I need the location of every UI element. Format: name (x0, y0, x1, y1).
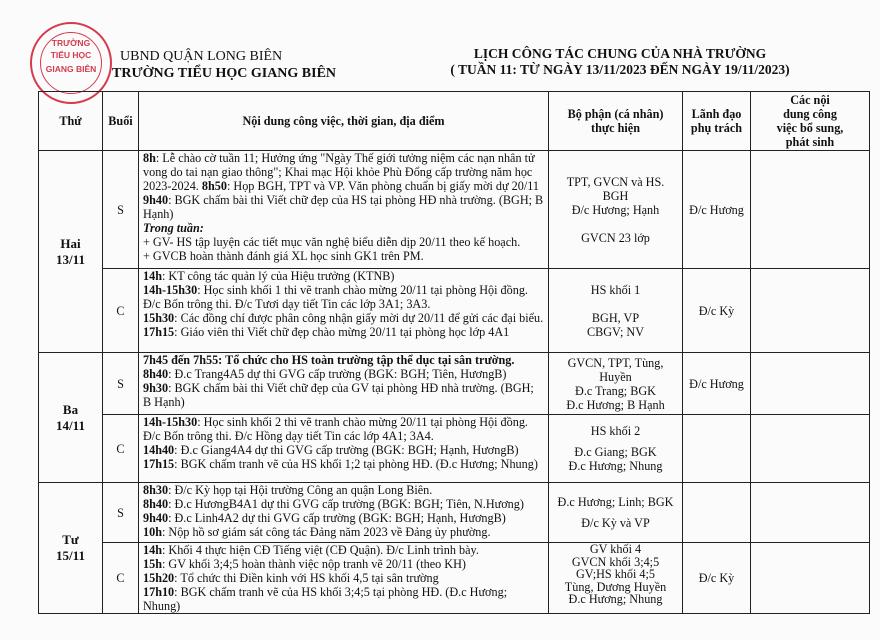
day-cell-tuesday: Ba 14/11 (39, 353, 103, 483)
extra-cell (751, 543, 870, 614)
header-left (112, 48, 336, 82)
leader-cell (683, 483, 751, 543)
table-row (39, 151, 870, 269)
leader-cell: Đ/c Kỳ (683, 269, 751, 353)
day-cell-wednesday: Tư 15/11 (39, 483, 103, 614)
session-cell: S (103, 151, 139, 269)
seal-line-3: GIANG BIÊN (45, 64, 97, 74)
header-right (410, 46, 830, 78)
table-row (39, 483, 870, 543)
department-cell: HS khối 1 BGH, VP CBGV; NV (549, 269, 683, 353)
seal-line-2: TIỂU HỌC (50, 50, 92, 60)
extra-cell (751, 151, 870, 269)
content-cell: 8h: Lễ chào cờ tuần 11; Hưởng ứng "Ngày Thế giới tưởng niệm các nạn nhân tử vong do tai nạn giao thông"; Khai mạc Hội khỏe Phù Đổng cấp trường năm học 2023-2024. 8h50: Họp BGH, TPT và VP. Văn phòng chuẩn bị giấy mời dự 20/11 9h40: BGK chấm bài thi Viết chữ đẹp của HS tại phòng HĐ nhà trường. (BGH; B Hạnh) Trong tuần: + GV- HS tập luyện các tiết mục văn nghệ biểu diễn dịp 20/11 theo kế hoạch. + GVCB hoàn thành đánh giá XL học sinh GK1 trên PM. (139, 151, 549, 269)
department-cell: HS khối 2 Đ.c Giang; BGK Đ.c Hương; Nhung (549, 415, 683, 483)
content-cell: 14h-15h30: Học sinh khối 2 thi vẽ tranh chào mừng 20/11 tại phòng Hội đồng. Đ/c Bốn trông thi. Đ/c Hồng dạy tiết Tin các lớp 4A1; 3A4. 14h40: Đ.c Giang4A4 dự thi GVG cấp trường (BGK: BGH; Hạnh, HươngB) 17h15: BGK chấm tranh vẽ của HS khối 1;2 tại phòng HĐ. (Đ.c Hương; Nhung) (139, 415, 549, 483)
extra-cell (751, 353, 870, 415)
session-cell: C (103, 269, 139, 353)
department-cell: TPT, GVCN và HS. BGH Đ/c Hương; Hạnh GVCN 23 lớp (549, 151, 683, 269)
col-header-buoi: Buổi (103, 92, 139, 151)
extra-cell (751, 483, 870, 543)
leader-cell (683, 415, 751, 483)
table-row (39, 353, 870, 415)
schedule-title: LỊCH CÔNG TÁC CHUNG CỦA NHÀ TRƯỜNG (473, 46, 767, 61)
extra-cell (751, 415, 870, 483)
table-row (39, 269, 870, 353)
content-cell: 8h30: Đ/c Kỳ họp tại Hội trường Công an quận Long Biên. 8h40: Đ.c HươngB4A1 dự thi GVG cấp trường (BGK: BGH; Tiên, N.Hương) 9h40: Đ.c Linh4A2 dự thi GVG cấp trường (BGK: BGH; Hạnh, HươngB) 10h: Nộp hồ sơ giám sát công tác Đảng năm 2023 về Đảng ủy phường. (139, 483, 549, 543)
leader-cell: Đ/c Kỳ (683, 543, 751, 614)
col-header-bosung: Các nội dung công việc bổ sung, phát sinh (751, 92, 870, 151)
leader-cell: Đ/c Hương (683, 353, 751, 415)
department-cell: GV khối 4 GVCN khối 3;4;5 GV;HS khối 4;5 Tùng, Dương Huyền Đ.c Hương; Nhung (549, 543, 683, 614)
district-name: UBND QUẬN LONG BIÊN (120, 49, 283, 64)
session-cell: C (103, 543, 139, 614)
table-header-row (39, 92, 870, 151)
table-row (39, 415, 870, 483)
session-cell: S (103, 353, 139, 415)
col-header-lanhdao: Lãnh đạo phụ trách (683, 92, 751, 151)
table-row (39, 543, 870, 614)
content-cell: 7h45 đến 7h55: Tổ chức cho HS toàn trường tập thể dục tại sân trường. 8h40: Đ.c Trang4A5 dự thi GVG cấp trường (BGK: BGH; Tiên, HươngB) 9h30: BGK chấm bài thi Viết chữ đẹp của GV tại phòng HĐ nhà trường. (BGH; B Hạnh) (139, 353, 549, 415)
department-cell: Đ.c Hương; Linh; BGK Đ/c Kỳ và VP (549, 483, 683, 543)
department-cell: GVCN, TPT, Tùng, Huyền Đ.c Trang; BGK Đ.c Hương; B Hạnh (549, 353, 683, 415)
school-name: TRƯỜNG TIỂU HỌC GIANG BIÊN (112, 66, 337, 81)
schedule-subtitle: ( TUẦN 11: TỪ NGÀY 13/11/2023 ĐẾN NGÀY 19/11/2023) (450, 62, 790, 77)
leader-cell: Đ/c Hương (683, 151, 751, 269)
col-header-noidung: Nội dung công việc, thời gian, địa điểm (139, 92, 549, 151)
content-cell: 14h: Khối 4 thực hiện CĐ Tiếng việt (CĐ Quận). Đ/c Linh trình bày. 15h: GV khối 3;4;5 hoàn thành việc nộp tranh vẽ 20/11 (theo KH) 15h20: Tổ chức thi Điền kinh với HS khối 4,5 tại sân trường 17h10: BGK chấm tranh vẽ của HS khối 3;4;5 tại phòng HĐ. (Đ.c Hương; Nhung) (139, 543, 549, 614)
col-header-thu: Thứ (39, 92, 103, 151)
seal-line-1: TRƯỜNG (51, 38, 91, 48)
session-cell: S (103, 483, 139, 543)
day-cell-monday: Hai 13/11 (39, 151, 103, 353)
col-header-bophan: Bộ phận (cá nhân) thực hiện (549, 92, 683, 151)
session-cell: C (103, 415, 139, 483)
content-cell: 14h: KT công tác quản lý của Hiệu trưởng (KTNB) 14h-15h30: Học sinh khối 1 thi vẽ tranh chào mừng 20/11 tại phòng Hội đồng. Đ/c Bốn trông thi. Đ/c Tươi dạy tiết Tin các lớp 3A1; 3A3. 15h30: Các đồng chí được phân công nhận giấy mời dự 20/11 để gửi các đại biểu. 17h15: Giáo viên thi Viết chữ đẹp chào mừng 20/11 tại phòng học lớp 4A1 (139, 269, 549, 353)
schedule-table (38, 91, 870, 614)
extra-cell (751, 269, 870, 353)
